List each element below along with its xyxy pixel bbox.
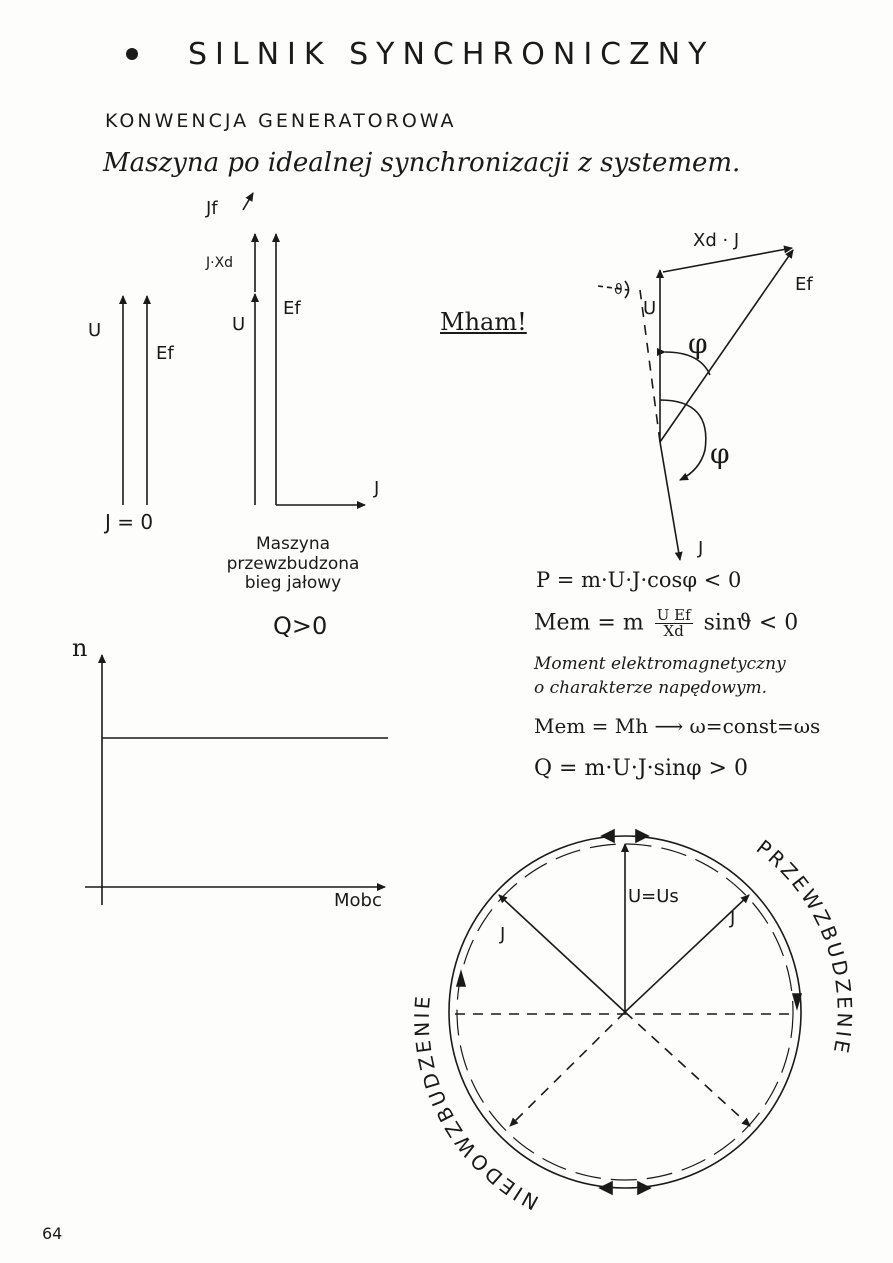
section-subtitle: KONWENCJA GENERATOROWA — [105, 110, 457, 132]
phasor-j-vector — [660, 442, 680, 560]
eq-mem: Mem = m $\frac{\text{U Ef}}{Xd}$ sinϑ < 0 — [534, 606, 799, 640]
q-positive-label: Q>0 — [273, 612, 328, 640]
circle-u-label: U=Us — [628, 886, 679, 907]
jf-label: Jf — [206, 198, 218, 219]
circle-j-left-label: J — [500, 924, 506, 945]
intro-line: Maszyna po idealnej synchronizacji z systemem. — [103, 148, 741, 178]
phasor-u-label: U — [643, 298, 657, 319]
phi-label-upper: φ — [688, 327, 708, 360]
mham-note: Mham! — [440, 308, 527, 336]
circle-right-arrow — [793, 994, 801, 1008]
phasor-j-label: J — [698, 538, 704, 559]
circle-left-down-dash — [510, 1012, 625, 1126]
circle-left-arrow — [457, 972, 465, 986]
jf-arrow — [243, 193, 253, 210]
torque-note-2: o charakterze napędowym. — [534, 678, 768, 698]
jxd-label: J·Xd — [206, 255, 234, 271]
phi-label-lower: φ — [710, 437, 730, 470]
eq-mem-mh: Mem = Mh ⟶ ω=const=ωs — [534, 714, 821, 738]
idle-j-label: J = 0 — [105, 510, 154, 534]
phasor-xdj-vector — [663, 248, 792, 272]
xdj-label: Xd · J — [693, 230, 740, 251]
eq-power: P = m·U·J·cosφ < 0 — [536, 568, 742, 592]
idle-ef-label: Ef — [156, 343, 174, 364]
page-title: SILNIK SYNCHRONICZNY — [188, 37, 715, 72]
ring-text-over: PRZEWZBUDZENIE — [751, 834, 857, 1058]
torque-note-1: Moment elektromagnetyczny — [534, 654, 786, 674]
over-ef-label: Ef — [283, 298, 301, 319]
theta-label: ϑ — [614, 282, 623, 298]
page-number: 64 — [42, 1224, 63, 1243]
over-caption: Maszyna przewzbudzona bieg jałowy — [226, 534, 360, 594]
idle-u-label: U — [88, 320, 102, 341]
circle-right-down-vector — [625, 1012, 750, 1126]
circle-j-left-vector — [499, 895, 625, 1012]
ring-text-under: NIEDOWZBUDZENIE — [409, 992, 543, 1215]
speed-axis-label: n — [72, 634, 88, 662]
phi-arc-2 — [660, 400, 706, 480]
over-j-label: J — [374, 478, 380, 499]
eq-reactive: Q = m·U·J·sinφ > 0 — [534, 756, 748, 781]
over-u-label: U — [232, 314, 246, 335]
phasor-ef-vector — [660, 250, 793, 442]
theta-dash — [598, 286, 628, 290]
phasor-ef-label: Ef — [795, 274, 813, 295]
torque-axis-label: Mobc — [334, 890, 382, 911]
circle-j-right-label: J — [730, 908, 736, 929]
